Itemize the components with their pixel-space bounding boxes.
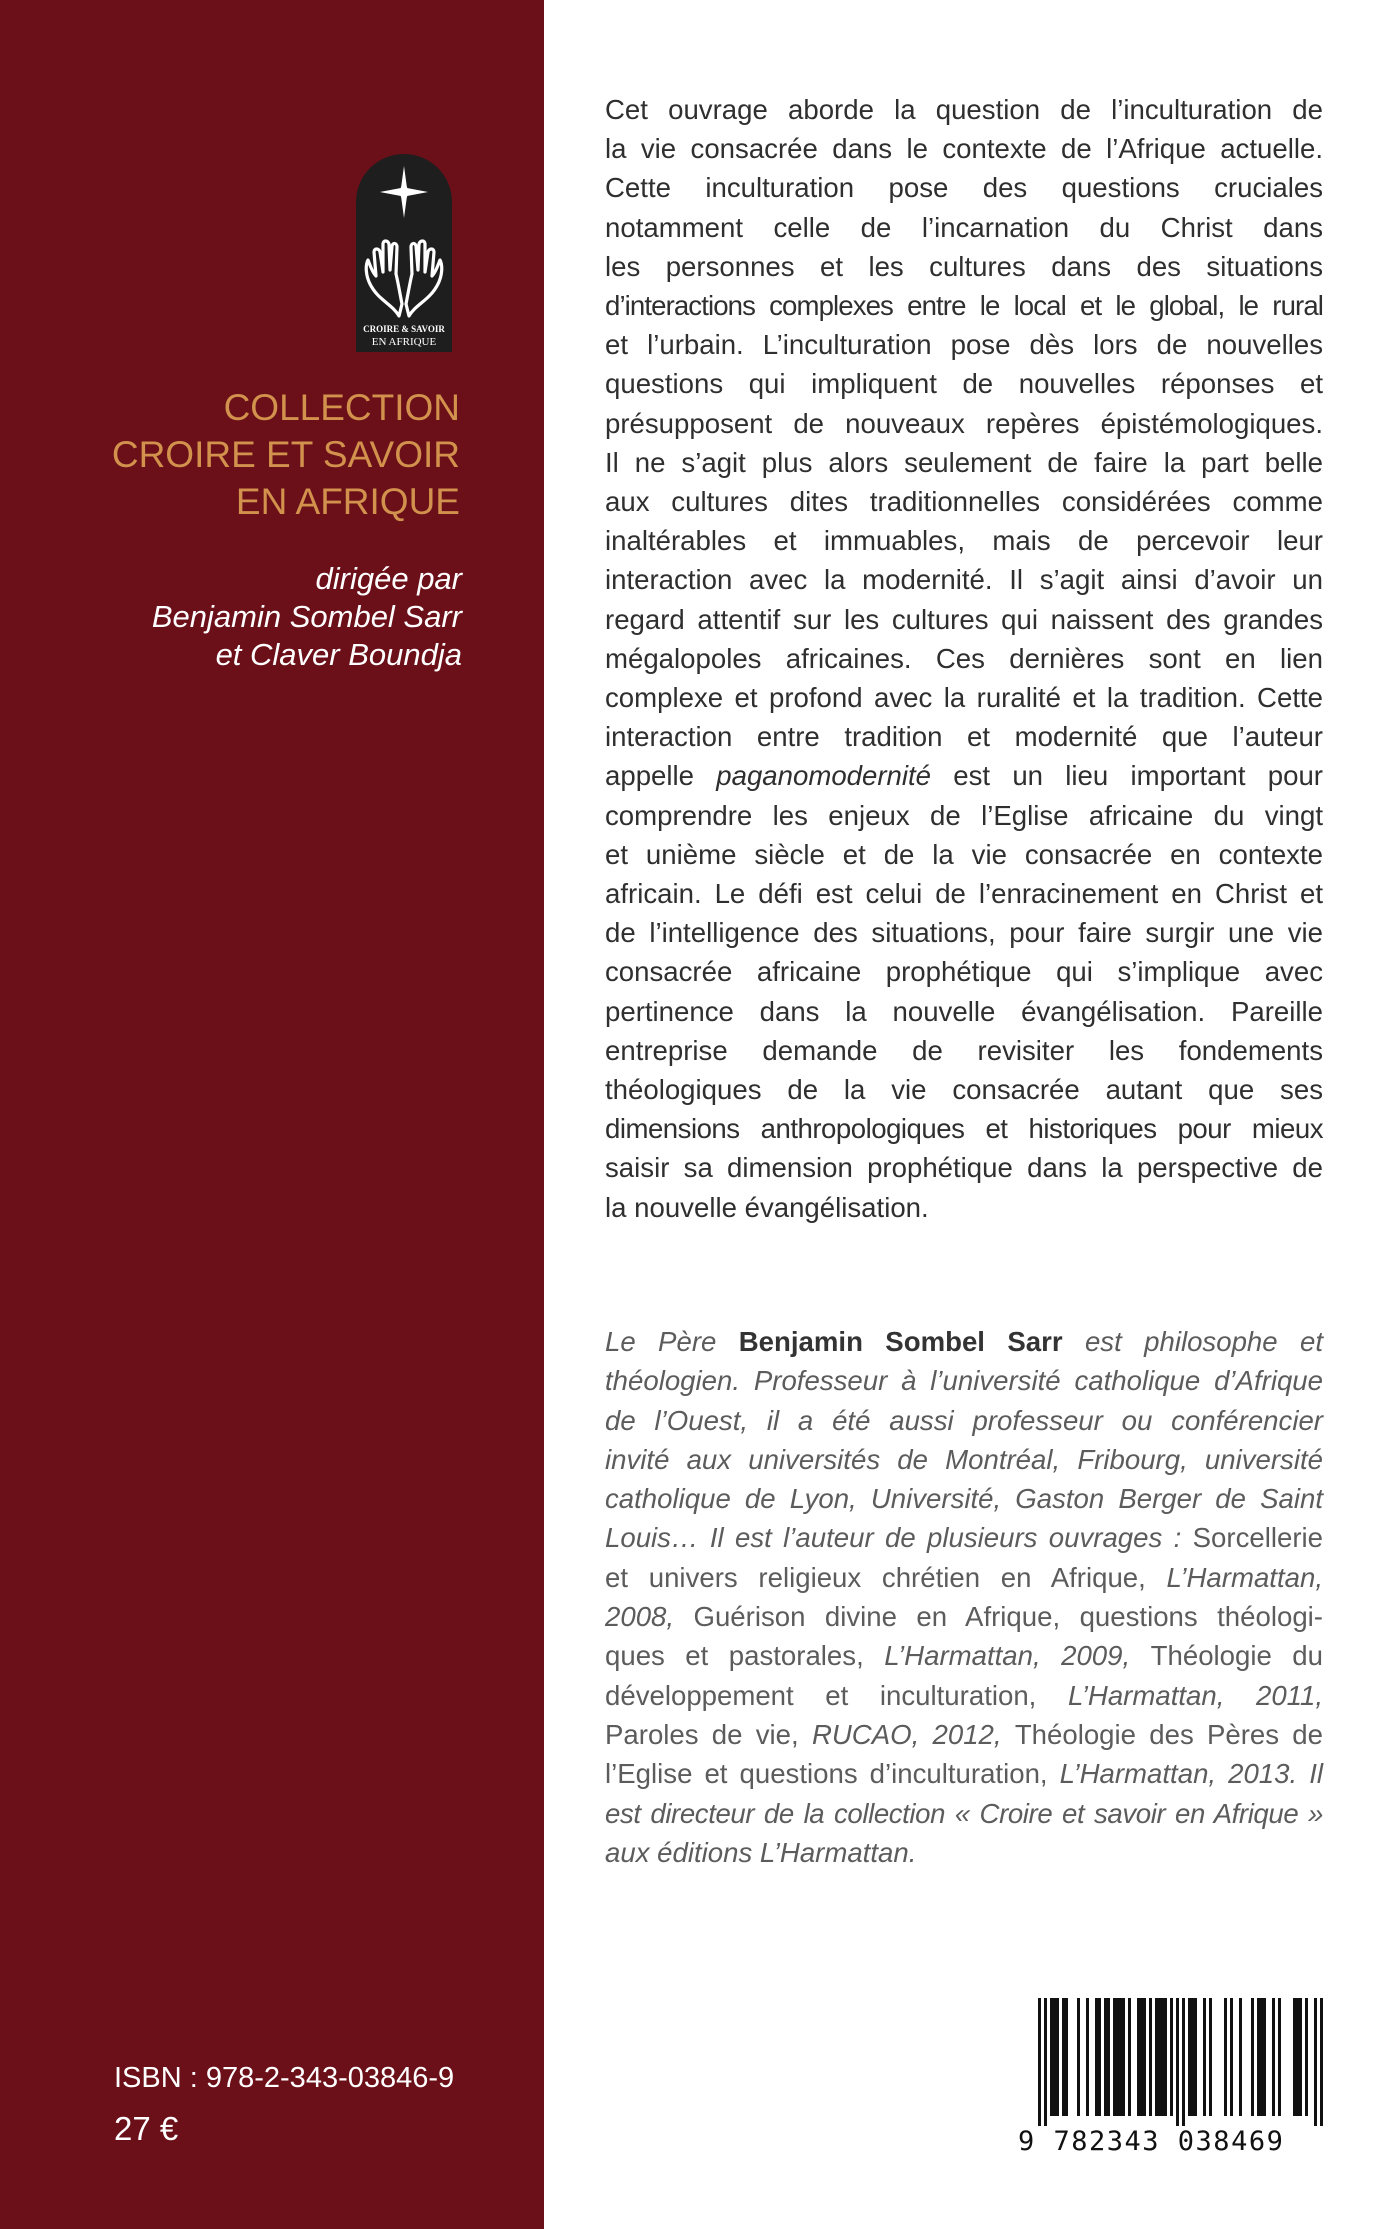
text-segment: Le Père — [605, 1326, 717, 1357]
barcode-bar — [1170, 1998, 1173, 2116]
bio-line — [605, 1597, 1323, 1636]
barcode-bar — [1143, 1998, 1146, 2116]
description-line: aux cultures dites traditionnelles considérées comme — [605, 486, 1323, 518]
bio-line: est directeur de la collection « Croire et savoir en Afrique » — [605, 1797, 1323, 1829]
publisher: L’Harmattan, 2011, — [1067, 1679, 1323, 1711]
barcode-bar — [1044, 1998, 1047, 2126]
description-line: la nouvelle évangélisation. — [605, 1191, 929, 1223]
description-line: présupposent de nouveaux repères épistémologiques. — [605, 407, 1323, 439]
book-title: Guérison divine en Afrique, questions théologi- — [693, 1601, 1323, 1633]
barcode-bar — [1203, 1998, 1206, 2116]
book-description — [605, 90, 1323, 1227]
author-name: Benjamin Sombel Sarr — [738, 1326, 1063, 1357]
description-line: regard attentif sur les cultures qui naissent des grandes — [605, 603, 1323, 635]
barcode-bar — [1122, 1998, 1125, 2116]
barcode-bar — [1260, 1998, 1263, 2116]
barcode-bar — [1320, 1998, 1323, 2126]
barcode-bar — [1176, 1998, 1179, 2126]
description-line: mégalopoles africaines. Ces dernières sont en lien — [605, 642, 1323, 674]
description-line — [605, 756, 1323, 795]
editors-line: Benjamin Sombel Sarr — [151, 599, 462, 634]
description-line: Il ne s’agit plus alors seulement de faire la part belle — [605, 446, 1323, 478]
collection-editors — [40, 560, 462, 674]
text-segment: est un lieu important pour — [953, 760, 1323, 792]
barcode-bar — [1053, 1998, 1056, 2116]
bio-line — [605, 1322, 1323, 1361]
description-line: pertinence dans la nouvelle évangélisation. Pareille — [605, 995, 1323, 1027]
bio-line — [605, 1636, 1323, 1675]
isbn: ISBN : 978-2-343-03846-9 — [114, 2062, 455, 2094]
barcode-bar — [1164, 1998, 1167, 2116]
book-title: Paroles de vie, — [605, 1718, 799, 1750]
barcode-bar — [1263, 1998, 1266, 2116]
barcode-bar — [1113, 1998, 1116, 2116]
barcode-bar — [1209, 1998, 1212, 2116]
bio-line — [605, 1558, 1323, 1597]
barcode-bar — [1305, 1998, 1308, 2116]
logo-text-line1: CROIRE & SAVOIR — [363, 324, 445, 334]
book-title: et univers religieux chrétien en Afrique, — [605, 1561, 1146, 1593]
description-line: saisir sa dimension prophétique dans la perspective de — [605, 1152, 1323, 1184]
barcode-bar — [1224, 1998, 1227, 2116]
book-title: l’Eglise et questions d’inculturation, — [605, 1758, 1048, 1790]
collection-line: COLLECTION — [223, 387, 460, 428]
barcode-bar — [1188, 1998, 1191, 2116]
barcode-bar — [1104, 1998, 1107, 2116]
book-title: ques et pastorales, — [605, 1640, 864, 1672]
barcode-bar — [1191, 1998, 1194, 2116]
barcode-bar — [1296, 1998, 1299, 2116]
description-line: entreprise demande de revisiter les fondements — [605, 1034, 1323, 1066]
barcode-bar — [1299, 1998, 1302, 2116]
book-title: Théologie des Pères de — [1014, 1718, 1323, 1750]
barcode-bar — [1128, 1998, 1131, 2116]
barcode-bar — [1155, 1998, 1158, 2116]
description-line: inaltérables et immuables, mais de percevoir leur — [605, 525, 1323, 557]
barcode-bar — [1140, 1998, 1143, 2116]
description-line: dimensions anthropologiques et historiques pour mieux — [605, 1113, 1323, 1145]
collection-title — [40, 384, 460, 525]
text-segment: appelle — [605, 760, 694, 792]
bio-line: théologien. Professeur à l’université catholique d’Afrique — [605, 1365, 1323, 1397]
barcode-bar — [1050, 1998, 1053, 2116]
text-segment: est philosophe et — [1084, 1326, 1323, 1357]
barcode-bar — [1116, 1998, 1119, 2116]
author-bio — [605, 1322, 1323, 1872]
description-line: africain. Le défi est celui de l’enracinement en Christ et — [605, 878, 1323, 910]
barcode-bar — [1098, 1998, 1101, 2116]
description-line: interaction avec la modernité. Il s’agit ainsi d’avoir un — [605, 564, 1323, 596]
barcode-digits: 9 782343 038469 — [1018, 2126, 1348, 2157]
bio-line — [605, 1518, 1323, 1557]
publisher: L’Harmattan, 2013. Il — [1059, 1758, 1324, 1790]
description-line: la vie consacrée dans le contexte de l’Afrique actuelle. — [605, 133, 1323, 165]
left-panel — [0, 0, 544, 2229]
barcode-bar — [1107, 1998, 1110, 2116]
barcode-bar — [1251, 1998, 1254, 2116]
editors-line: et Claver Boundja — [215, 637, 462, 672]
bio-line — [605, 1754, 1323, 1793]
collection-line: CROIRE ET SAVOIR — [111, 434, 460, 475]
bio-line: invité aux universités de Montréal, Fribourg, université — [605, 1443, 1323, 1475]
description-line: consacrée africaine prophétique qui s’implique avec — [605, 956, 1323, 988]
italic-term: paganomodernité — [716, 760, 932, 792]
book-title: Théologie du — [1150, 1640, 1323, 1672]
barcode-bar — [1137, 1998, 1140, 2116]
barcode-bar — [1230, 1998, 1233, 2116]
barcode-bar — [1182, 1998, 1185, 2126]
publisher: L’Harmattan, 2009, — [884, 1640, 1131, 1672]
description-line: Cette inculturation pose des questions cruciales — [605, 172, 1323, 204]
description-line: comprendre les enjeux de l’Eglise africaine du vingt — [605, 799, 1323, 831]
barcode-bar — [1077, 1998, 1080, 2116]
barcode-bar — [1086, 1998, 1089, 2116]
barcode-bar — [1278, 1998, 1281, 2116]
publisher: L’Harmattan, — [1166, 1561, 1323, 1593]
barcode-bar — [1149, 1998, 1152, 2116]
bio-line — [605, 1676, 1323, 1715]
barcode-bar — [1272, 1998, 1275, 2116]
bio-line — [605, 1715, 1323, 1754]
barcode-bar — [1038, 1998, 1041, 2126]
publisher: RUCAO, 2012, — [811, 1718, 1002, 1750]
collection-logo — [356, 154, 452, 352]
bio-line: de l’Ouest, il a été aussi professeur ou conférencier — [605, 1404, 1323, 1436]
collection-line: EN AFRIQUE — [235, 481, 460, 522]
barcode-bar — [1314, 1998, 1317, 2126]
barcode-bar — [1161, 1998, 1164, 2116]
description-line: d’interactions complexes entre le local et le global, le rural — [605, 290, 1323, 322]
description-line: Cet ouvrage aborde la question de l’inculturation de — [605, 94, 1323, 125]
barcode-bar — [1095, 1998, 1098, 2116]
description-line: les personnes et les cultures dans des situations — [605, 250, 1323, 282]
book-title: développement et inculturation, — [605, 1679, 1037, 1711]
barcode-bar — [1062, 1998, 1065, 2116]
price: 27 € — [114, 2110, 179, 2147]
year: 2008, — [605, 1601, 675, 1633]
barcode-bar — [1194, 1998, 1197, 2116]
description-line: et unième siècle et de la vie consacrée en contexte — [605, 838, 1323, 870]
barcode-bar — [1257, 1998, 1260, 2116]
description-line: interaction entre tradition et modernité que l’auteur — [605, 721, 1323, 753]
description-line: de l’intelligence des situations, pour faire surgir une vie — [605, 917, 1323, 949]
barcode-bar — [1119, 1998, 1122, 2116]
barcode-bar — [1065, 1998, 1068, 2116]
description-line: théologiques de la vie consacrée autant que ses — [605, 1074, 1323, 1106]
barcode-bar — [1158, 1998, 1161, 2116]
text-segment: Louis… Il est l’auteur de plusieurs ouvrages : — [605, 1522, 1182, 1554]
book-title: Sorcellerie — [1192, 1522, 1324, 1554]
editors-line: dirigée par — [315, 561, 462, 596]
description-line: notamment celle de l’incarnation du Christ dans — [605, 211, 1323, 243]
bio-line: aux éditions L’Harmattan. — [605, 1836, 917, 1868]
barcode-bar — [1293, 1998, 1296, 2116]
logo-text-line2: EN AFRIQUE — [371, 336, 437, 348]
description-line: complexe et profond avec la ruralité et la tradition. Cette — [605, 682, 1323, 714]
barcode-bar — [1056, 1998, 1059, 2116]
description-line: questions qui impliquent de nouvelles réponses et — [605, 368, 1323, 400]
bio-line: catholique de Lyon, Université, Gaston Berger de Saint — [605, 1483, 1323, 1515]
barcode-bar — [1239, 1998, 1242, 2116]
description-line: et l’urbain. L’inculturation pose dès lors de nouvelles — [605, 329, 1323, 361]
